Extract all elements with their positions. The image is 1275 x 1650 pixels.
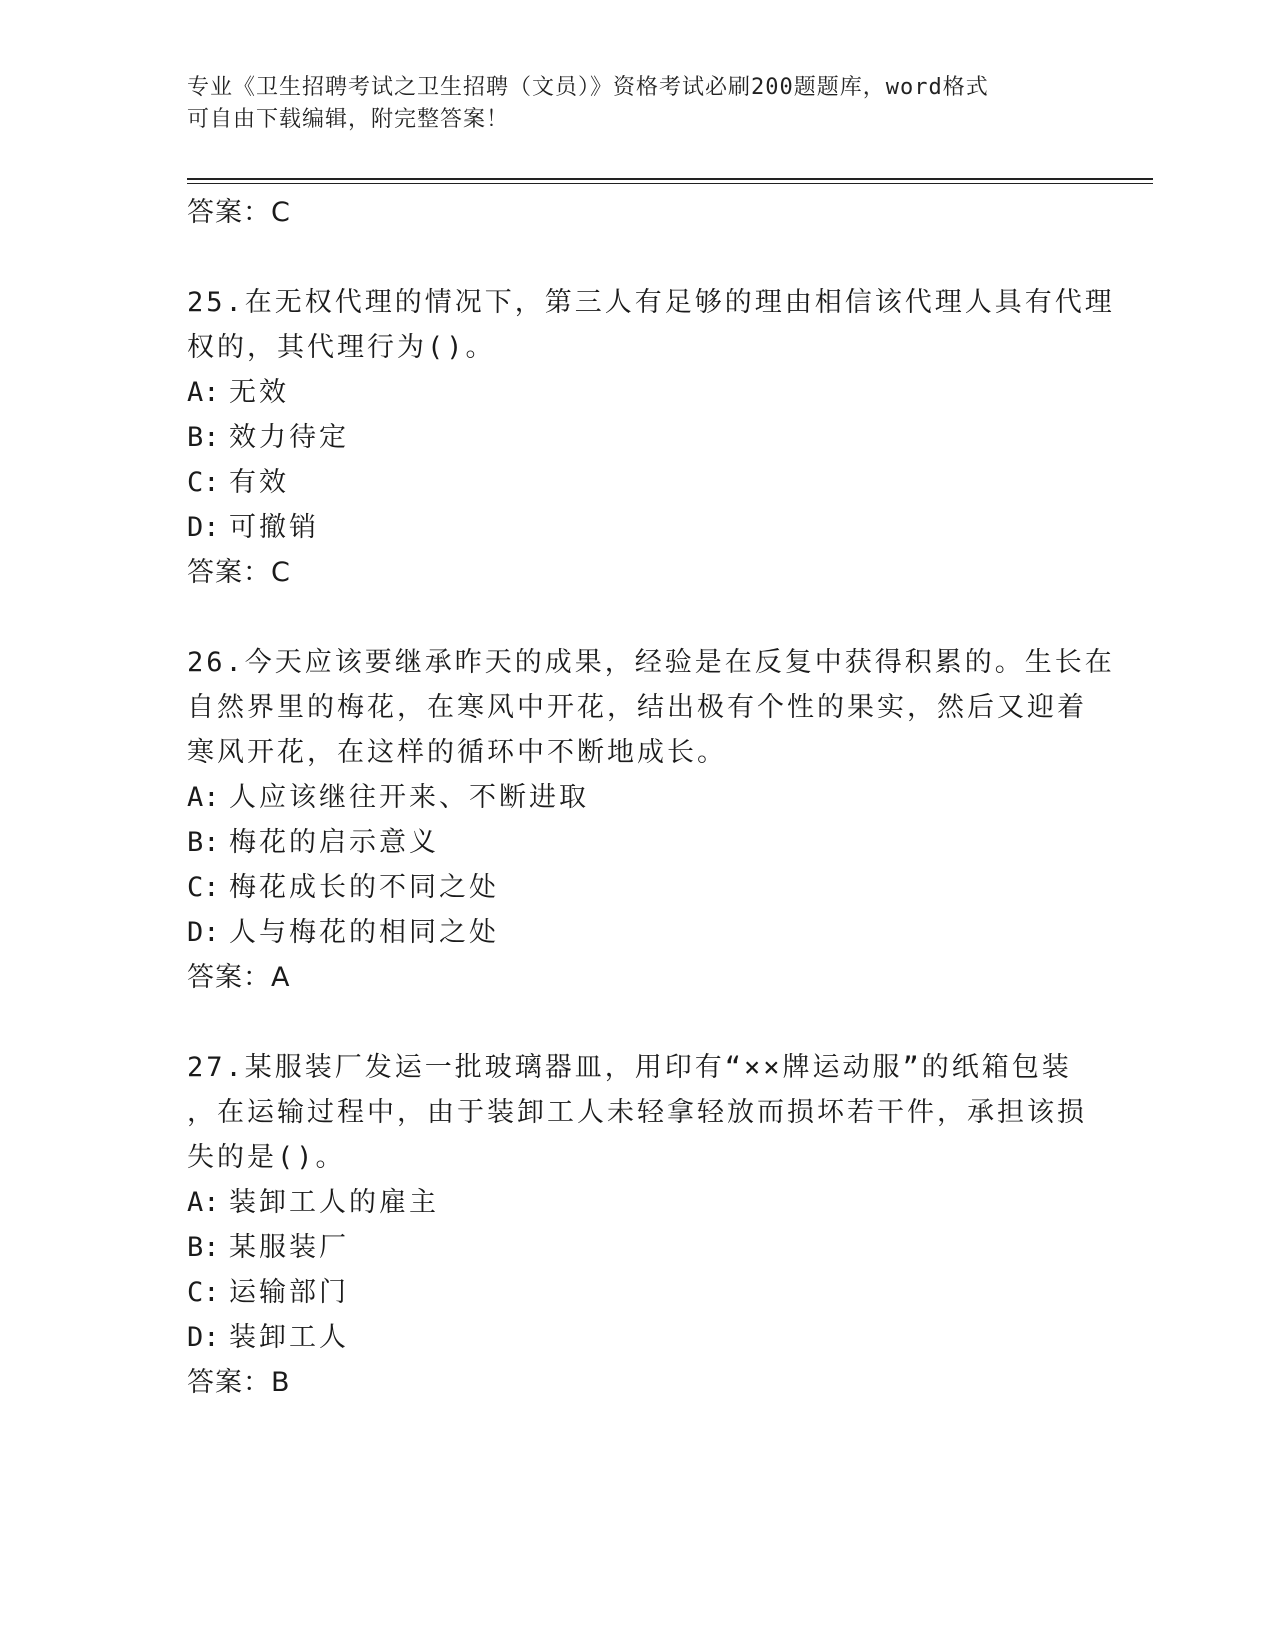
option-text: 装卸工人 [229, 1322, 349, 1353]
option-text: 运输部门 [229, 1277, 349, 1308]
previous-answer: 答案：C [187, 197, 291, 228]
question-stem-line: 25.在无权代理的情况下，第三人有足够的理由相信该代理人具有代理 [187, 287, 1115, 318]
option-text: 装卸工人的雇主 [229, 1187, 439, 1218]
option-letter: A: [187, 782, 220, 813]
option-text: 某服装厂 [229, 1232, 349, 1263]
option-a [187, 370, 1087, 415]
option-letter: D: [187, 917, 220, 948]
option-b [187, 1225, 1087, 1270]
option-text: 无效 [229, 377, 289, 408]
question-stem-line: 自然界里的梅花，在寒风中开花，结出极有个性的果实，然后又迎着 [187, 692, 1087, 723]
question-stem-line: ，在运输过程中，由于装卸工人未轻拿轻放而损坏若干件，承担该损 [187, 1097, 1087, 1128]
option-c [187, 1270, 1087, 1315]
option-d [187, 505, 1087, 550]
option-c [187, 460, 1087, 505]
header-divider-thick [187, 178, 1153, 180]
option-text: 梅花的启示意义 [229, 827, 439, 858]
option-letter: B: [187, 1232, 220, 1263]
header-line-2: 可自由下载编辑，附完整答案！ [187, 107, 510, 132]
option-text: 效力待定 [229, 422, 349, 453]
option-c [187, 865, 1087, 910]
option-d [187, 910, 1087, 955]
spacer [187, 1000, 1087, 1045]
option-text: 有效 [229, 467, 289, 498]
question-stem-line: 失的是()。 [187, 1142, 346, 1173]
option-letter: B: [187, 827, 220, 858]
question-stem-line: 权的，其代理行为()。 [187, 332, 496, 363]
option-text: 梅花成长的不同之处 [229, 872, 499, 903]
question-answer: 答案：A [187, 962, 291, 993]
option-letter: B: [187, 422, 220, 453]
header-divider-thin [187, 183, 1153, 184]
option-letter: C: [187, 872, 220, 903]
option-a [187, 775, 1087, 820]
question-stem-line: 27.某服装厂发运一批玻璃器皿，用印有“××牌运动服”的纸箱包装 [187, 1052, 1072, 1083]
option-letter: D: [187, 512, 220, 543]
option-d [187, 1315, 1087, 1360]
spacer [187, 595, 1087, 640]
header-line-1: 专业《卫生招聘考试之卫生招聘（文员）》资格考试必刷200题题库，word格式 [187, 75, 989, 100]
option-text: 可撤销 [229, 512, 319, 543]
question-stem-line: 寒风开花，在这样的循环中不断地成长。 [187, 737, 727, 768]
option-letter: C: [187, 467, 220, 498]
question-26 [187, 640, 1115, 1000]
document-body [187, 190, 1115, 1405]
option-b [187, 820, 1087, 865]
option-letter: D: [187, 1322, 220, 1353]
option-letter: A: [187, 377, 220, 408]
option-text: 人应该继往开来、不断进取 [229, 782, 589, 813]
question-answer: 答案：C [187, 557, 291, 588]
document-header [187, 72, 1087, 136]
question-27 [187, 1045, 1087, 1405]
option-letter: A: [187, 1187, 220, 1218]
spacer [187, 235, 1087, 280]
option-b [187, 415, 1087, 460]
option-a [187, 1180, 1087, 1225]
option-letter: C: [187, 1277, 220, 1308]
question-stem-line: 26.今天应该要继承昨天的成果，经验是在反复中获得积累的。生长在 [187, 647, 1115, 678]
question-answer: 答案：B [187, 1367, 291, 1398]
question-25 [187, 280, 1115, 595]
option-text: 人与梅花的相同之处 [229, 917, 499, 948]
